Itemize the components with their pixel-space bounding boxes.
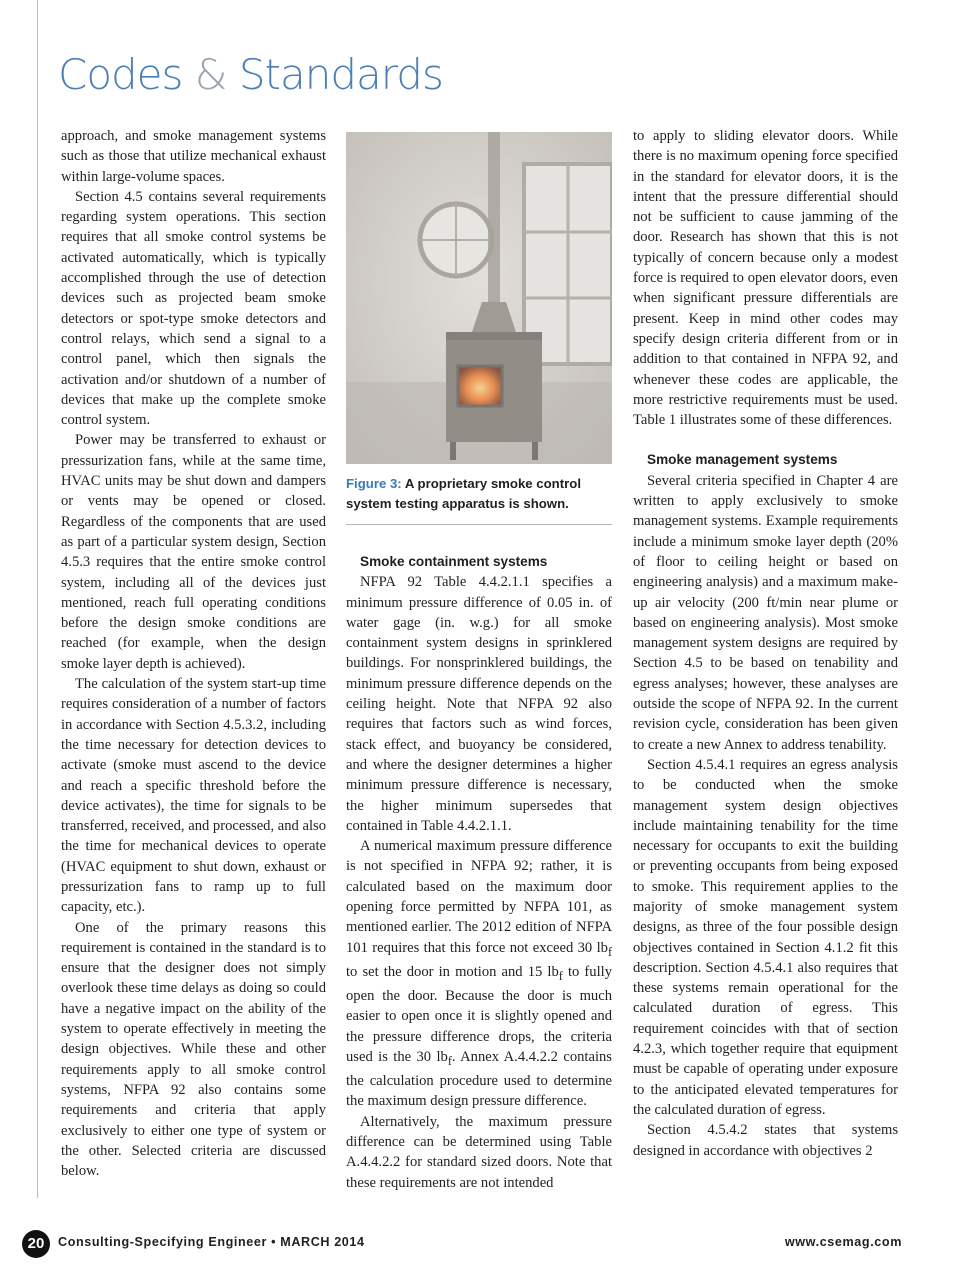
header-ampersand: & (194, 50, 227, 99)
text-run: A numerical maximum pressure difference is not specified in NFPA 92; rather, it is calculated based on the maximum door opening force permitted by NFPA 101, as mentioned earlier. The 2012 edition of NFPA 101 requires that this force not exceed 30 lb (346, 838, 612, 956)
page-number: 20 (22, 1230, 50, 1258)
text-run: to set the door in motion and 15 lb (346, 963, 559, 980)
publication-line: Consulting-Specifying Engineer • MARCH 2014 (58, 1235, 365, 1249)
paragraph: The calculation of the system start-up time requires consideration of a number of factors in accordance with Section 4.5.3.2, including the time necessary for detection devices to activate (smoke must ascend to the device and reach a specific threshold before the device activates), the time for signals to be transferred, received, and processed, and also the time for mechanical devices to operate (HVAC equipment to shut down, exhaust or pressurization fans to ramp up to full capacity, etc.). (61, 676, 326, 916)
text-run: to fully open the door. Because the door is much easier to open once it is slightly opened and the pressure difference drops, the criteria used is the 30 lb (346, 963, 612, 1065)
paragraph (346, 836, 612, 1112)
spacer (633, 430, 898, 450)
website-link[interactable]: www.csemag.com (784, 1235, 902, 1249)
subscript: f (607, 944, 612, 959)
figure-caption-text: A proprietary smoke control system testing apparatus is shown. (346, 476, 581, 511)
paragraph: Section 4.5.4.2 states that systems designed in accordance with objectives 2 (633, 1122, 898, 1159)
section-header (58, 50, 443, 99)
paragraph: approach, and smoke management systems such as those that utilize mechanical exhaust within large-volume spaces. (61, 128, 326, 185)
column-left (61, 126, 326, 1181)
caption-divider (346, 524, 612, 525)
paragraph: One of the primary reasons this requirement is contained in the standard is to ensure that the designer does not simply overlook these time delays as doing so could have a negative impact on the ability of the system to operate effectively in meeting the design objectives. While these and other requirements apply to all smoke control systems, NFPA 92 also contains some requirements and criteria that apply exclusively to either one type of system or the other. Selected criteria are discussed below. (61, 919, 326, 1180)
section-heading: Smoke management systems (647, 452, 838, 468)
subscript: f (558, 968, 563, 983)
header-word-codes: Codes (58, 50, 183, 99)
paragraph: Several criteria specified in Chapter 4 are written to apply exclusively to smoke management systems. Example requirements include a minimum smoke layer depth (20% of floor to ceiling height or based on engineering analysis) and a maximum make-up air velocity (200 ft/min near plume or based on engineering analysis). Most smoke management system designs are required by Section 4.5 to be based on tenability and egress analyses; however, these analyses are outside the scope of NFPA 92. In the current revision cycle, consideration has been given to create a new Annex to address tenability. (633, 472, 898, 753)
header-word-standards: Standards (238, 50, 443, 99)
subscript: f (447, 1053, 452, 1068)
paragraph: NFPA 92 Table 4.4.2.1.1 specifies a minimum pressure difference of 0.05 in. of water gage (in. w.g.) for all smoke containment system designs in sprinklered buildings. For nonsprinklered buildings, the minimum pressure difference depends on the ceiling height. Note that NFPA 92 also requires that factors such as wind forces, stack effect, and buoyancy be considered, and where the designer determines a higher minimum pressure difference is necessary, the higher minimum supersedes that contained in Table 4.4.2.1.1. (346, 574, 612, 834)
paragraph: to apply to sliding elevator doors. While there is no maximum opening force specified in the standard for elevator doors, it is the intent that the pressure differential should not be sufficient to cause jamming of the door. Research has shown that this is not typically of concern because only a modest force is required to open elevator doors, even when significant pressure differentials are present. Keep in mind other codes may specify design criteria different from or in addition to that contained in NFPA 92, and whenever these codes are applicable, the more restrictive requirements must be used. Table 1 illustrates some of these differences. (633, 128, 898, 429)
page-footer (22, 1230, 902, 1260)
paragraph: Power may be transferred to exhaust or pressurization fans, while at the same time, HVAC units may be shut down and dampers or vents may be opened or closed. Regardless of the components that are used as part of a particular system design, Section 4.5.3 requires that the entire smoke control system, including all of the devices just mentioned, reach full operating conditions before the design smoke conditions are reached (for example, when the design smoke layer depth is achieved). (61, 432, 326, 672)
figure-caption (346, 474, 612, 514)
smoke-test-apparatus-image (346, 132, 612, 464)
paragraph: Section 4.5 contains several requirements regarding system operations. This section requires that all smoke control systems be activated automatically, which is typically accomplished through the use of detection devices such as projected beam smoke detectors or spot-type smoke detectors and control relays, which send a signal to a control panel, which then signals the activation and/or shutdown of a number of devices that make up the complete smoke control system. (61, 188, 326, 429)
paragraph: Section 4.5.4.1 requires an egress analysis to be conducted when the smoke management system design objectives include maintaining tenability for the time necessary for occupants to exit the building or preventing occupants from being exposed to smoke. This requirement applies to the majority of smoke management system designs, as three of the four possible design objectives contained in Section 4.1.2 fit this description. Section 4.5.4.1 also requires that these systems remain operational for the calculated duration of egress. This requirement coincides with that of section 4.2.3, which together require that equipment must be capable of operating under exposure to the anticipated elevated temperatures for the calculated duration of egress. (633, 756, 898, 1118)
margin-rule (37, 0, 38, 1198)
text-run: . Annex A.4.4.2.2 contains the calculation procedure used to determine the maximum design pressure difference. (346, 1048, 612, 1110)
column-right (633, 126, 898, 1161)
figure-label: Figure 3: (346, 476, 402, 491)
column-middle (346, 552, 612, 1193)
paragraph: Alternatively, the maximum pressure difference can be determined using Table A.4.4.2.2 for standard sized doors. Note that these requirements are not intended (346, 1113, 612, 1191)
section-heading: Smoke containment systems (360, 554, 548, 569)
figure-photo (346, 132, 612, 464)
